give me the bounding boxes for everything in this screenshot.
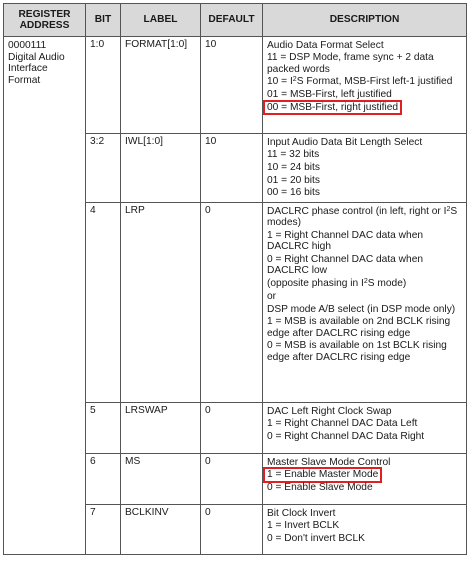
description-line: DACLRC phase control (in left, right or $I^2S$ modes) [267, 205, 458, 229]
header-row [4, 4, 467, 37]
header-default: DEFAULT [201, 4, 263, 37]
register-name: Digital Audio Interface Format [8, 51, 65, 86]
default-cell: 0 [201, 403, 263, 454]
description-line: 11 = DSP Mode, frame sync + 2 data packed words [267, 52, 434, 75]
label-cell: FORMAT[1:0] [121, 37, 201, 134]
header-bit: BIT [86, 4, 121, 37]
header-description: DESCRIPTION [263, 4, 467, 37]
description-line: 1 = MSB is available on 2nd BCLK rising edge after DACLRC rising edge [267, 316, 451, 339]
bit-cell: 7 [86, 505, 121, 555]
description-cell [263, 37, 467, 134]
description-line: 0 = MSB is available on 1st BCLK rising edge after DACLRC rising edge [267, 340, 447, 363]
bit-cell: 4 [86, 203, 121, 403]
bit-cell: 6 [86, 454, 121, 505]
description-line: 01 = MSB-First, left justified [267, 89, 392, 101]
highlighted-description-line: 00 = MSB-First, right justified [267, 101, 399, 113]
description-line: 00 = 16 bits [267, 187, 320, 199]
highlight-box-line [267, 101, 463, 114]
register-address: 0000111 [8, 39, 47, 51]
description-cell [263, 403, 467, 454]
description-line: DSP mode A/B select (in DSP mode only) [267, 303, 456, 315]
description-cell [263, 203, 467, 403]
description-line: 0 = Enable Slave Mode [267, 481, 373, 493]
bit-cell: 5 [86, 403, 121, 454]
description-cell [263, 454, 467, 505]
description-line: 1 = Right Channel DAC data when DACLRC high [267, 229, 424, 253]
description-line: $10 = I^2S$ Format, MSB-First left-1 justified [267, 76, 453, 88]
description-line: 0 = Don't invert BCLK [267, 532, 365, 544]
default-cell: 0 [201, 505, 263, 555]
description-line: Bit Clock Invert [267, 507, 336, 519]
default-cell: 10 [201, 37, 263, 134]
label-cell: IWL[1:0] [121, 134, 201, 203]
description-line: or [267, 290, 277, 302]
description-line: DAC Left Right Clock Swap [267, 405, 392, 417]
header-label: LABEL [121, 4, 201, 37]
bit-cell: 3:2 [86, 134, 121, 203]
description-line: 01 = 20 bits [267, 174, 320, 186]
table-row [4, 37, 467, 134]
default-cell: 0 [201, 203, 263, 403]
description-line: 11 = 32 bits [267, 149, 320, 161]
highlight-box-line [267, 469, 463, 482]
highlighted-description-line: 1 = Enable Master Mode [267, 469, 379, 481]
description-line: Input Audio Data Bit Length Select [267, 136, 423, 148]
description-line: 0 = Right Channel DAC data when DACLRC low [267, 253, 424, 277]
description-line: Audio Data Format Select [267, 39, 384, 51]
description-line: 0 = Right Channel DAC Data Right [267, 430, 425, 442]
label-cell: LRP [121, 203, 201, 403]
default-cell: 10 [201, 134, 263, 203]
description-line: 1 = Invert BCLK [267, 520, 340, 532]
header-register-address: REGISTER ADDRESS [4, 4, 86, 37]
default-cell: 0 [201, 454, 263, 505]
description-line: Master Slave Mode Control [267, 456, 391, 468]
description-line: (opposite phasing in $I^2S$ mode) [267, 278, 407, 290]
label-cell: LRSWAP [121, 403, 201, 454]
label-cell: BCLKINV [121, 505, 201, 555]
label-cell: MS [121, 454, 201, 505]
description-line: 10 = 24 bits [267, 161, 320, 173]
description-cell [263, 134, 467, 203]
register-table [3, 3, 467, 555]
bit-cell: 1:0 [86, 37, 121, 134]
description-cell [263, 505, 467, 555]
description-line: 1 = Right Channel DAC Data Left [267, 418, 418, 430]
register-address-cell [4, 37, 86, 555]
